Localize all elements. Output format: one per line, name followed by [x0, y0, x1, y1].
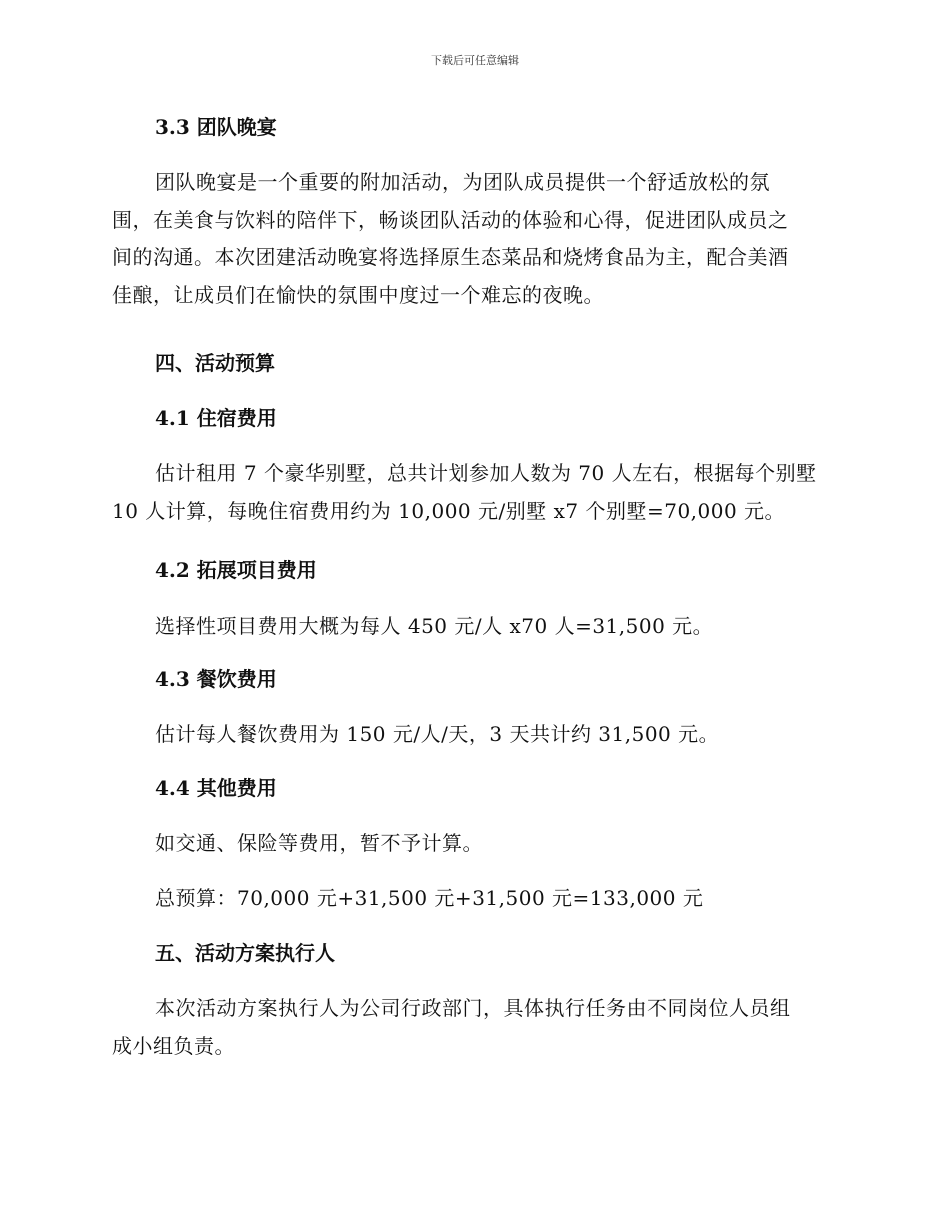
section-5-paragraph	[112, 990, 838, 1065]
paragraph-line: 间的沟通。本次团建活动晚宴将选择原生态菜品和烧烤食品为主，配合美酒	[112, 245, 789, 269]
section-4-3-heading: 4.3 餐饮费用	[155, 667, 277, 691]
section-4-4-paragraph	[112, 825, 838, 863]
paragraph-line: 围，在美食与饮料的陪伴下，畅谈团队活动的体验和心得，促进团队成员之	[112, 207, 789, 232]
section-3-3-heading: 3.3 团队晚宴	[155, 115, 277, 139]
paragraph-line: 估计每人餐饮费用为 150 元/人/天，3 天共计约 31,500 元。	[155, 722, 720, 746]
section-4-heading: 四、活动预算	[155, 351, 275, 375]
total-budget	[112, 880, 838, 918]
section-5-heading: 五、活动方案执行人	[155, 941, 335, 965]
paragraph-line: 10 人计算，每晚住宿费用约为 10,000 元/别墅 x7 个别墅=70,000 元。	[112, 498, 786, 523]
paragraph-line: 团队晚宴是一个重要的附加活动，为团队成员提供一个舒适放松的氛	[155, 170, 770, 194]
paragraph-line: 选择性项目费用大概为每人 450 元/人 x70 人=31,500 元。	[155, 614, 714, 638]
section-4-2-heading: 4.2 拓展项目费用	[155, 558, 317, 582]
section-3-3-paragraph	[112, 164, 838, 314]
section-4-2-paragraph	[112, 608, 838, 646]
section-4-3-paragraph	[112, 716, 838, 754]
paragraph-line: 佳酿，让成员们在愉快的氛围中度过一个难忘的夜晚。	[112, 282, 604, 307]
paragraph-line: 成小组负责。	[112, 1033, 235, 1058]
section-4-4-heading: 4.4 其他费用	[155, 776, 277, 800]
section-4-1-heading: 4.1 住宿费用	[155, 406, 277, 430]
total-budget-line: 总预算：70,000 元+31,500 元+31,500 元=133,000 元	[155, 886, 704, 910]
section-4-1-paragraph	[112, 455, 838, 530]
page-header: 下载后可任意编辑	[431, 54, 519, 67]
paragraph-line: 如交通、保险等费用，暂不予计算。	[155, 831, 483, 855]
paragraph-line: 估计租用 7 个豪华别墅，总共计划参加人数为 70 人左右，根据每个别墅	[155, 461, 817, 485]
paragraph-line: 本次活动方案执行人为公司行政部门，具体执行任务由不同岗位人员组	[155, 996, 791, 1020]
